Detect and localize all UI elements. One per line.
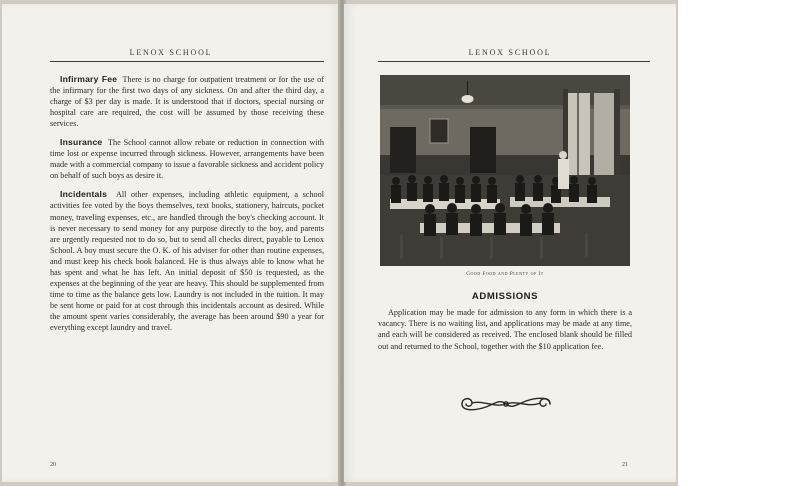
photo-caption: Good Food and Plenty of It bbox=[466, 271, 544, 277]
section-text: There is no charge for outpatient treatment or for the use of the infirmary for the first two days of any sickness. On and after the third day, a charge of $3 per day is made. It is understood that if doctors, special nursing or hospital care are required, the cost will be assumed by those receiving these services. bbox=[50, 75, 324, 129]
running-head-right: LENOX SCHOOL bbox=[468, 48, 552, 57]
header-rule-left bbox=[50, 61, 324, 62]
scroll-ornament-icon bbox=[456, 393, 556, 415]
section-lead: Infirmary Fee bbox=[60, 74, 118, 84]
running-head-left: LENOX SCHOOL bbox=[129, 48, 213, 57]
section-incidentals bbox=[50, 189, 324, 333]
section-text: The School cannot allow rebate or reduction in connection with time lost or expense incurred through sickness. However, arrangements have been made with a commercial company to issue a favorable sickness and accident policy on behalf of such boys as desire it. bbox=[50, 138, 324, 181]
dining-hall-photo bbox=[380, 75, 630, 266]
page-number-right: 21 bbox=[622, 462, 628, 468]
left-page bbox=[2, 4, 340, 482]
left-body-text bbox=[50, 74, 324, 341]
right-page bbox=[344, 4, 676, 482]
admissions-heading: ADMISSIONS bbox=[471, 291, 539, 302]
section-infirmary-fee bbox=[50, 74, 324, 129]
decorative-scroll-ornament bbox=[456, 393, 556, 420]
dining-hall-photo-image bbox=[380, 75, 630, 266]
admissions-text: Application may be made for admission to any form in which there is a vacancy. There is no waiting list, and applications may be made at any time, and each will be considered as received. The enclosed blank should be filled out and returned to the School, together with the $10 application fee. bbox=[378, 308, 632, 351]
page-number-left: 20 bbox=[50, 462, 56, 468]
section-lead: Incidentals bbox=[60, 189, 108, 200]
scan-background bbox=[678, 0, 800, 486]
section-lead: Insurance bbox=[60, 137, 103, 148]
header-rule-right bbox=[378, 61, 650, 62]
section-text: All other expenses, including athletic equipment, a school activities fee voted by the boys themselves, text books, stationery, haircuts, pocket money, traveling expenses, etc., are handled through the boy's checking account. It is never necessary to send money for any purpose directly to the boy, and parents are urgently requested not to do so, but to send all checks direct, payable to Lenox School. A boy must secure the O. K. of his adviser for other than routine expenses, and must keep his check book balanced. He is thus always able to know what he has spent and what he has left. An initial deposit of $50 is requested, as the expenses at the beginning of the year are heavy. This should be supplemented from time to time as the balance gets low. Laundry is not included in the tuition. It may be sent home or paid for at cost through this incidentals account as desired. While the amount spent varies considerably, the average has been around $90 a year for everything except laundry and travel. bbox=[50, 190, 324, 332]
section-insurance bbox=[50, 137, 324, 181]
